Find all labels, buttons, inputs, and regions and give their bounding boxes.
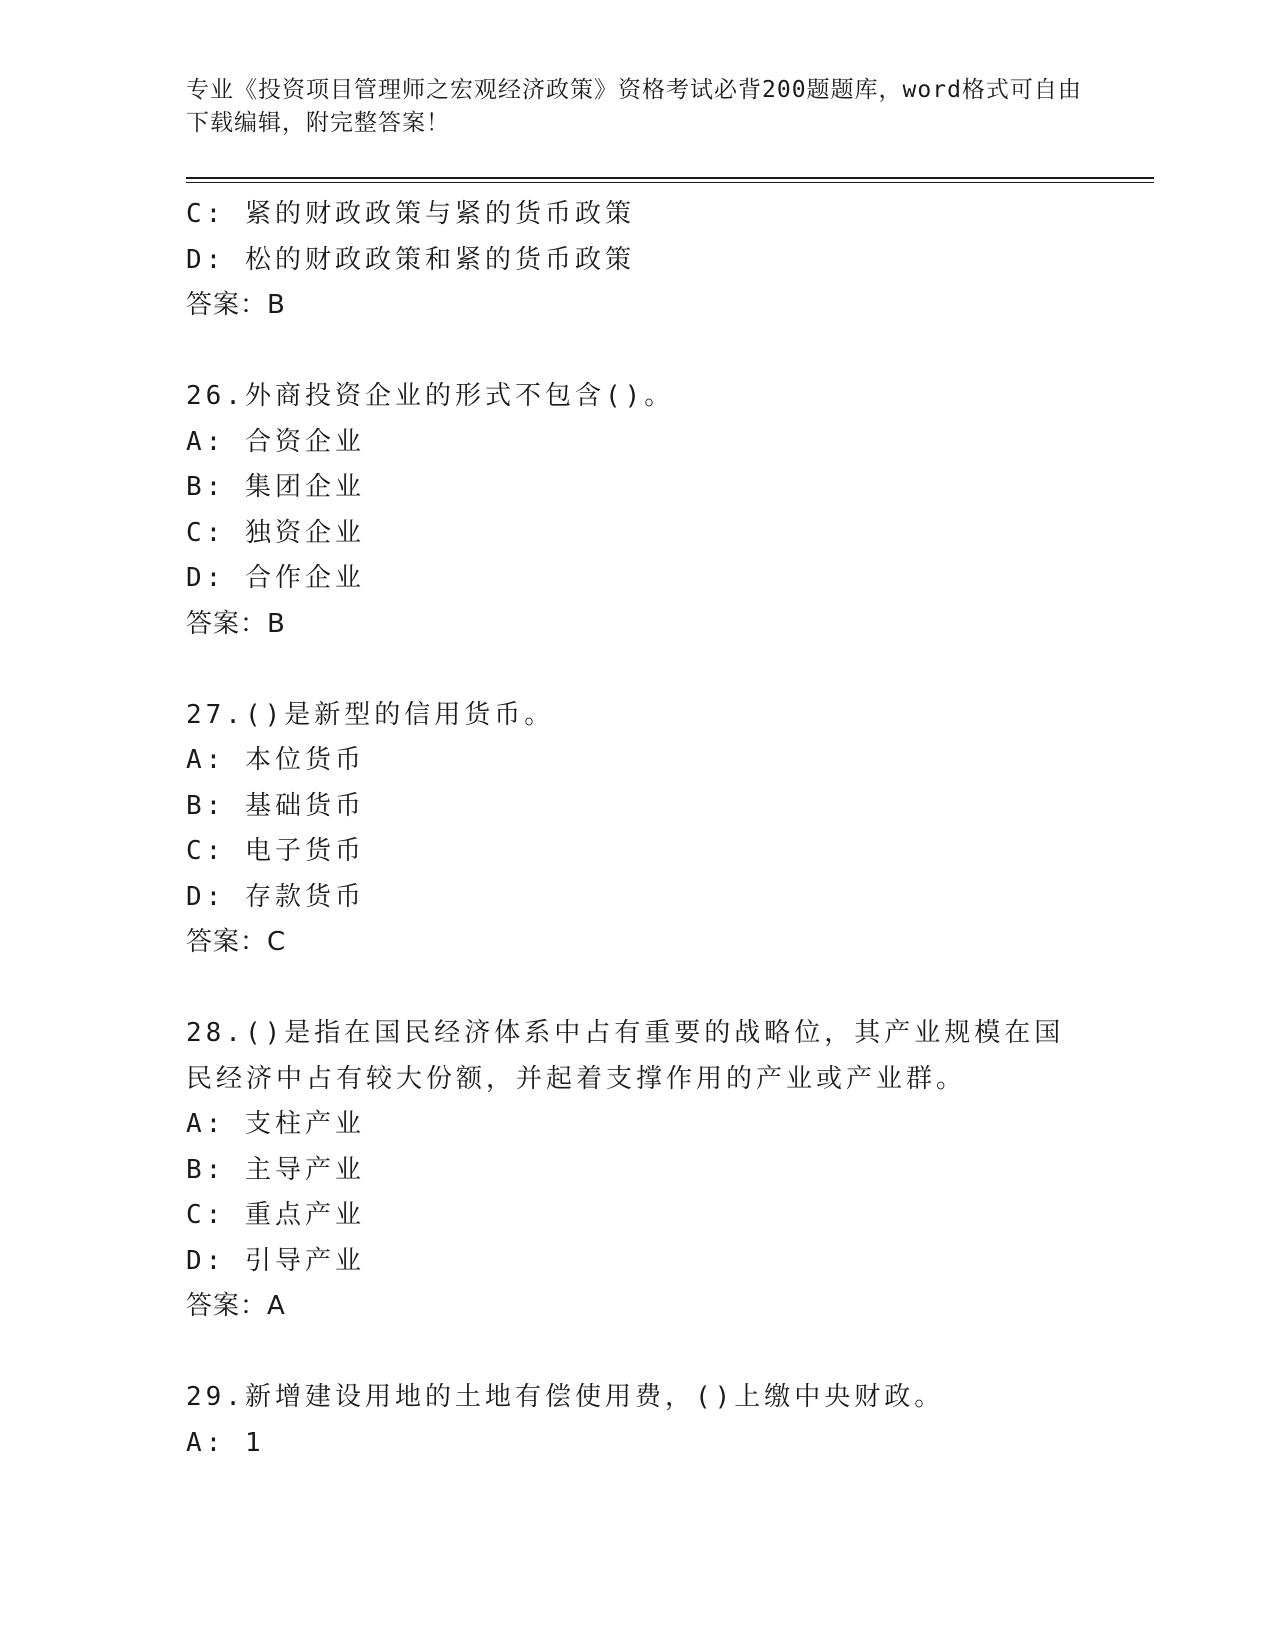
header-divider-thick <box>186 177 1154 179</box>
option-d: D: 合作企业 <box>186 563 365 593</box>
spacer <box>186 329 1086 375</box>
option-d: D: 引导产业 <box>186 1245 365 1276</box>
header-divider-thin <box>186 182 1154 183</box>
spacer <box>186 1330 1086 1376</box>
option-c: C: 独资企业 <box>186 517 365 548</box>
spacer <box>186 647 1086 693</box>
option-a: A: 本位货币 <box>186 745 365 775</box>
question-26 <box>186 374 1086 647</box>
option-c: C: 重点产业 <box>186 1200 365 1230</box>
question-list <box>186 192 1086 1466</box>
question-27 <box>186 693 1086 966</box>
answer: 答案：B <box>186 290 286 320</box>
question-25-tail <box>186 192 1086 329</box>
answer: 答案：C <box>186 927 287 957</box>
question-stem: 29.新增建设用地的土地有偿使用费，()上缴中央财政。 <box>186 1382 945 1412</box>
spacer <box>186 966 1086 1012</box>
question-29 <box>186 1375 1086 1466</box>
option-b: B: 主导产业 <box>186 1154 365 1185</box>
option-b: B: 基础货币 <box>186 790 365 821</box>
option-c: C: 紧的财政政策与紧的货币政策 <box>186 199 635 229</box>
question-stem: 28.()是指在国民经济体系中占有重要的战略位，其产业规模在国民经济中占有较大份额，并起着支撑作用的产业或产业群。 <box>186 1018 1065 1094</box>
document-header: 专业《投资项目管理师之宏观经济政策》资格考试必背200题题库，word格式可自由下载编辑，附完整答案！ <box>186 77 1082 136</box>
question-28 <box>186 1011 1086 1330</box>
answer: 答案：A <box>186 1291 286 1321</box>
option-a: A: 支柱产业 <box>186 1109 365 1139</box>
option-a: A: 1 <box>186 1427 265 1458</box>
option-c: C: 电子货币 <box>186 836 365 866</box>
question-stem: 26.外商投资企业的形式不包含()。 <box>186 381 675 411</box>
option-b: B: 集团企业 <box>186 472 365 502</box>
option-d: D: 存款货币 <box>186 881 365 912</box>
option-d: D: 松的财政政策和紧的货币政策 <box>186 244 635 275</box>
option-a: A: 合资企业 <box>186 426 365 457</box>
question-stem: 27.()是新型的信用货币。 <box>186 699 555 730</box>
answer: 答案：B <box>186 608 286 639</box>
